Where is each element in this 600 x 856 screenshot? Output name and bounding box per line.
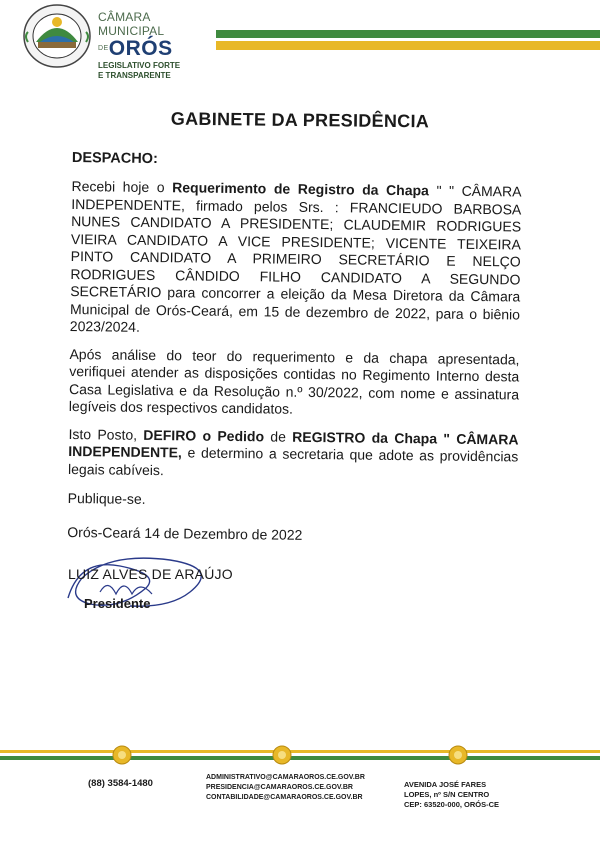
- slogan-line-2: E TRANSPARENTE: [98, 71, 171, 80]
- municipal-seal-logo: [22, 2, 92, 70]
- section-label: DESPACHO:: [71, 150, 158, 168]
- footer-email: ADMINISTRATIVO@CAMARAOROS.CE.GOV.BR: [206, 774, 365, 781]
- page-title: GABINETE DA PRESIDÊNCIA: [170, 108, 430, 132]
- footer-address: [404, 780, 499, 810]
- footer-stripe: [0, 740, 600, 774]
- org-de: DE: [98, 45, 109, 52]
- footer-email: CONTABILIDADE@CAMARAOROS.CE.GOV.BR: [206, 794, 363, 801]
- footer-email: PRESIDENCIA@CAMARAOROS.CE.GOV.BR: [206, 784, 353, 791]
- org-city: [98, 38, 218, 60]
- paragraph-publish: Publique-se.: [67, 489, 146, 507]
- brand-block: [98, 10, 218, 80]
- footer-address-line: LOPES, nº S/N CENTRO: [404, 790, 490, 799]
- header-stripe: [216, 30, 600, 52]
- footer-address-line: CEP: 63520-000, ORÓS-CE: [404, 800, 500, 809]
- paragraph-date: Orós-Ceará 14 de Dezembro de 2022: [67, 523, 303, 543]
- slogan-line-1: LEGISLATIVO FORTE: [98, 61, 181, 70]
- document-body: [67, 150, 522, 556]
- paragraph-decision: Isto Posto, DEFIRO o Pedido de REGISTRO da Chapa " CÂMARA INDEPENDENTE, e determino a secretaria que adote as providências legais cabíveis.: [68, 425, 519, 478]
- footer-phone: (88) 3584-1480: [88, 778, 153, 789]
- paragraph-request: Recebi hoje o Requerimento de Registro da Chapa " " CÂMARA INDEPENDENTE, firmado pelos Srs. : FRANCIEUDO BARBOSA NUNES CANDIDATO A PRESIDENTE; CLAUDEMIR RODRIGUES VIEIRA CANDIDATO A VICE PRESIDENTE; VICENTE TEIXEIRA PINTO CANDIDATO A PRIMEIRO SECRETÁRIO E NELÇO RODRIGUES CÂNDIDO FILHO CANDIDATO A SEGUNDO SECRETÁRIO para concorrer a eleição da Mesa Diretora da Câmara Municipal de Orós-Ceará, em 15 de dezembro de 2022, para o biênio 2023/2024.: [69, 177, 522, 335]
- org-name: CÂMARA MUNICIPAL: [98, 10, 165, 38]
- signatory-role: Presidente: [84, 596, 151, 611]
- org-city-name: ORÓS: [108, 37, 173, 60]
- signatory-name: LUIZ ALVES DE ARAÚJO: [68, 566, 233, 582]
- footer-seal-icon: [273, 746, 291, 764]
- footer-address-line: AVENIDA JOSÉ FARES: [404, 780, 487, 789]
- footer-emails: [206, 773, 365, 803]
- footer-seal-icon: [113, 746, 131, 764]
- footer-seal-icon: [449, 746, 467, 764]
- paragraph-analysis: Após análise do teor do requerimento e da chapa apresentada, verifiquei atender as disposições contidas no Regimento Interno desta Casa Legislativa e da Resolução n.º 30/2022, com nome e assinatura legíveis dos respectivos candidatos.: [68, 345, 520, 417]
